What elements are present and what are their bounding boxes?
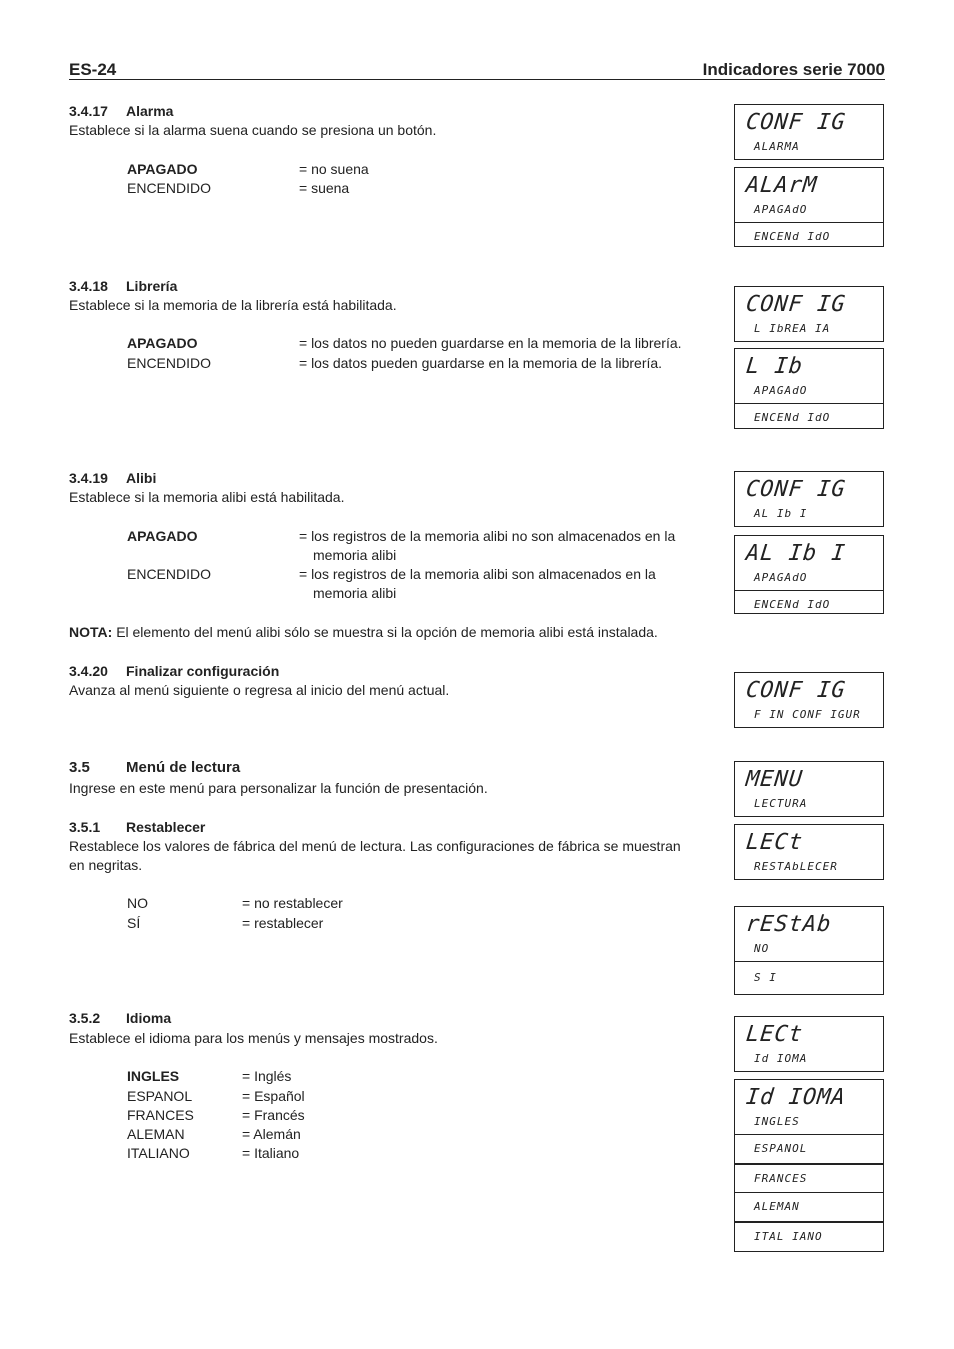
section-number: 3.5.1 bbox=[69, 819, 101, 835]
lcd-main-text: LECt bbox=[744, 830, 805, 855]
option-value: = no suena bbox=[299, 161, 369, 177]
section-title: Restablecer bbox=[126, 819, 206, 835]
lcd-main-text: rEStAb bbox=[744, 912, 833, 937]
section-description: Establece si la memoria de la librería está habilitada. bbox=[69, 297, 397, 313]
lcd-sub-text: Id IOMA bbox=[754, 1052, 808, 1065]
lcd-display bbox=[734, 104, 884, 160]
lcd-option bbox=[734, 591, 884, 614]
lcd-sub-text: F IN CONF IGUR bbox=[754, 708, 861, 721]
lcd-display bbox=[734, 906, 884, 962]
lcd-main-text: CONF IG bbox=[744, 678, 848, 703]
header-rule bbox=[69, 79, 885, 80]
lcd-option-text: ALEMAN bbox=[754, 1200, 800, 1213]
note-label: NOTA: bbox=[69, 624, 113, 640]
page-number: ES-24 bbox=[69, 60, 117, 79]
lcd-option bbox=[734, 1193, 884, 1222]
option-key: APAGADO bbox=[127, 161, 198, 177]
option-key: APAGADO bbox=[127, 528, 198, 544]
section-number: 3.4.18 bbox=[69, 278, 108, 294]
lcd-option bbox=[734, 1164, 884, 1193]
lcd-main-text: LECt bbox=[744, 1022, 805, 1047]
option-key: APAGADO bbox=[127, 335, 198, 351]
lcd-display bbox=[734, 471, 884, 527]
option-value: = los datos no pueden guardarse en la memoria de la librería. bbox=[299, 335, 682, 351]
option-key: SÍ bbox=[127, 915, 141, 931]
lcd-option-text: ITAL IANO bbox=[754, 1230, 823, 1243]
section-description: Establece si la memoria alibi está habilitada. bbox=[69, 489, 345, 505]
option-value: = no restablecer bbox=[242, 895, 343, 911]
language-value: = Inglés bbox=[242, 1068, 292, 1084]
language-key: ESPANOL bbox=[127, 1088, 193, 1104]
lcd-display bbox=[734, 1079, 884, 1135]
lcd-display bbox=[734, 348, 884, 404]
section-number: 3.4.20 bbox=[69, 663, 108, 679]
option-value: = suena bbox=[299, 180, 350, 196]
lcd-main-text: Id IOMA bbox=[744, 1085, 848, 1110]
section-title: Alibi bbox=[126, 470, 157, 486]
section-description: Avanza al menú siguiente o regresa al inicio del menú actual. bbox=[69, 682, 450, 698]
language-value: = Alemán bbox=[242, 1126, 301, 1142]
lcd-display bbox=[734, 167, 884, 223]
language-value: = Italiano bbox=[242, 1145, 300, 1161]
section-title: Librería bbox=[126, 278, 178, 294]
language-key: INGLES bbox=[127, 1068, 180, 1084]
section-heading-alarma bbox=[69, 103, 173, 119]
section-heading-menu-lectura bbox=[69, 759, 240, 776]
option-value: = los registros de la memoria alibi son almacenados en la bbox=[299, 566, 656, 582]
document-title: Indicadores serie 7000 bbox=[702, 60, 885, 79]
language-key: ITALIANO bbox=[127, 1145, 190, 1161]
note-text: El elemento del menú alibi sólo se muestra si la opción de memoria alibi está instalada. bbox=[116, 624, 658, 640]
lcd-display bbox=[734, 761, 884, 817]
lcd-display bbox=[734, 1016, 884, 1072]
lcd-option bbox=[734, 1135, 884, 1164]
section-heading-idioma bbox=[69, 1010, 171, 1026]
section-heading-finalizar bbox=[69, 663, 279, 679]
language-key: ALEMAN bbox=[127, 1126, 185, 1142]
lcd-option-text: S I bbox=[754, 971, 777, 984]
lcd-sub-text: APAGAdO bbox=[754, 384, 808, 397]
section-number: 3.5 bbox=[69, 759, 90, 776]
section-heading-libreria bbox=[69, 278, 177, 294]
lcd-sub-text: L IbREA IA bbox=[754, 322, 831, 335]
lcd-sub-text: LECTURA bbox=[754, 797, 808, 810]
lcd-sub-text: RESTAbLECER bbox=[754, 860, 838, 873]
lcd-main-text: ALArM bbox=[744, 173, 819, 198]
section-number: 3.5.2 bbox=[69, 1010, 101, 1026]
lcd-option-text: ESPANOL bbox=[754, 1142, 808, 1155]
option-key: ENCENDIDO bbox=[127, 566, 212, 582]
section-description: Establece si la alarma suena cuando se presiona un botón. bbox=[69, 122, 437, 138]
lcd-sub-text: NO bbox=[754, 942, 770, 955]
lcd-sub-text: INGLES bbox=[754, 1115, 800, 1128]
lcd-option bbox=[734, 404, 884, 429]
section-title: Alarma bbox=[126, 103, 174, 119]
lcd-main-text: L Ib bbox=[744, 354, 805, 379]
lcd-option bbox=[734, 962, 884, 995]
lcd-sub-text: APAGAdO bbox=[754, 203, 808, 216]
section-number: 3.4.19 bbox=[69, 470, 108, 486]
lcd-sub-text: ALARMA bbox=[754, 140, 800, 153]
lcd-main-text: AL Ib I bbox=[744, 541, 848, 566]
option-value: memoria alibi bbox=[313, 547, 397, 563]
option-key: ENCENDIDO bbox=[127, 180, 212, 196]
language-value: = Español bbox=[242, 1088, 305, 1104]
section-heading-restablecer bbox=[69, 819, 205, 835]
note bbox=[69, 624, 658, 640]
section-description: Restablece los valores de fábrica del menú de lectura. Las configuraciones de fábrica se muestran bbox=[69, 838, 681, 854]
option-key: ENCENDIDO bbox=[127, 355, 212, 371]
option-value: = los datos pueden guardarse en la memoria de la librería. bbox=[299, 355, 663, 371]
lcd-main-text: CONF IG bbox=[744, 292, 848, 317]
section-title: Finalizar configuración bbox=[126, 663, 280, 679]
section-title: Menú de lectura bbox=[126, 759, 241, 776]
lcd-sub-text: APAGAdO bbox=[754, 571, 808, 584]
lcd-option-text: FRANCES bbox=[754, 1172, 808, 1185]
language-value: = Francés bbox=[242, 1107, 305, 1123]
lcd-main-text: CONF IG bbox=[744, 477, 848, 502]
lcd-option bbox=[734, 1222, 884, 1252]
section-number: 3.4.17 bbox=[69, 103, 108, 119]
section-description: en negritas. bbox=[69, 857, 143, 873]
lcd-display bbox=[734, 286, 884, 342]
section-description: Establece el idioma para los menús y mensajes mostrados. bbox=[69, 1030, 438, 1046]
option-value: memoria alibi bbox=[313, 585, 397, 601]
section-heading-alibi bbox=[69, 470, 156, 486]
option-key: NO bbox=[127, 895, 148, 911]
lcd-main-text: MENU bbox=[744, 767, 805, 792]
option-value: = restablecer bbox=[242, 915, 324, 931]
lcd-option-text: ENCENd IdO bbox=[754, 230, 831, 243]
lcd-sub-text: AL Ib I bbox=[754, 507, 808, 520]
lcd-main-text: CONF IG bbox=[744, 110, 848, 135]
lcd-display bbox=[734, 672, 884, 728]
lcd-option-text: ENCENd IdO bbox=[754, 411, 831, 424]
lcd-option bbox=[734, 223, 884, 247]
option-value: = los registros de la memoria alibi no son almacenados en la bbox=[299, 528, 676, 544]
lcd-option-text: ENCENd IdO bbox=[754, 598, 831, 611]
lcd-display bbox=[734, 824, 884, 880]
language-key: FRANCES bbox=[127, 1107, 194, 1123]
section-description: Ingrese en este menú para personalizar la función de presentación. bbox=[69, 780, 488, 796]
lcd-display bbox=[734, 535, 884, 591]
section-title: Idioma bbox=[126, 1010, 172, 1026]
